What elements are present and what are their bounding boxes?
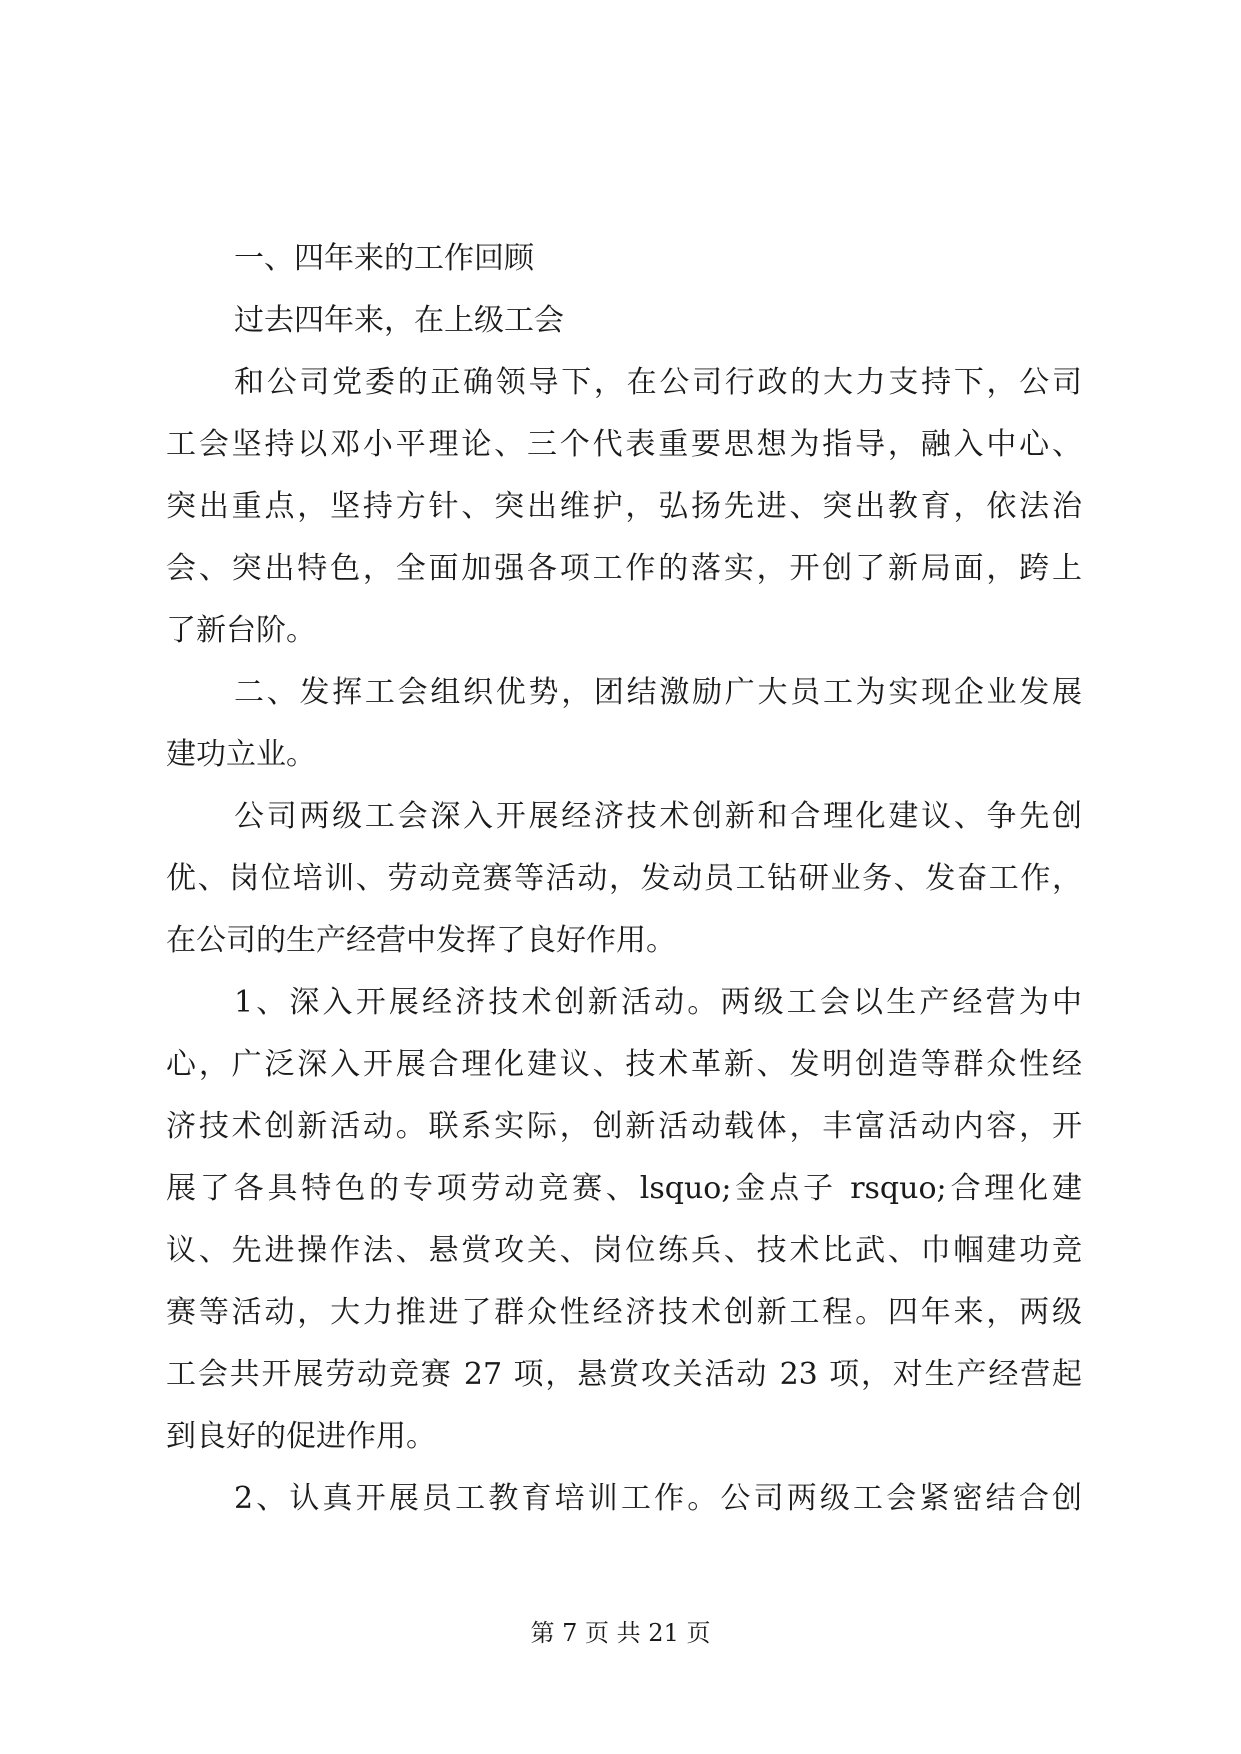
text-line: 2、认真开展员工教育培训工作。公司两级工会紧密结合创 — [234, 1481, 1082, 1516]
document-body — [166, 228, 1082, 1530]
text-line: 心，广泛深入开展合理化建议、技术革新、发明创造等群众性经 — [166, 1047, 1082, 1082]
page-footer: 第 7 页 共 21 页 — [530, 1619, 711, 1647]
text-line: 二、发挥工会组织优势，团结激励广大员工为实现企业发展 — [234, 675, 1082, 710]
text-line: 到良好的促进作用。 — [166, 1419, 436, 1454]
text-line: 建功立业。 — [166, 737, 316, 772]
text-line: 展了各具特色的专项劳动竞赛、lsquo;金点子 rsquo;合理化建 — [166, 1171, 1082, 1206]
text-line: 会、突出特色，全面加强各项工作的落实，开创了新局面，跨上 — [166, 551, 1082, 586]
text-line: 工会共开展劳动竞赛 27 项，悬赏攻关活动 23 项，对生产经营起 — [166, 1357, 1082, 1392]
text-line: 过去四年来，在上级工会 — [234, 303, 564, 338]
text-line: 赛等活动，大力推进了群众性经济技术创新工程。四年来，两级 — [166, 1295, 1082, 1330]
text-line: 1、深入开展经济技术创新活动。两级工会以生产经营为中 — [234, 985, 1082, 1020]
text-line: 了新台阶。 — [166, 613, 316, 648]
text-line: 优、岗位培训、劳动竞赛等活动，发动员工钻研业务、发奋工作， — [166, 861, 1082, 896]
text-line: 在公司的生产经营中发挥了良好作用。 — [166, 923, 676, 958]
text-line: 和公司党委的正确领导下，在公司行政的大力支持下，公司 — [234, 365, 1082, 400]
text-line: 工会坚持以邓小平理论、三个代表重要思想为指导，融入中心、 — [166, 427, 1082, 462]
text-line: 一、四年来的工作回顾 — [234, 241, 534, 276]
text-line: 公司两级工会深入开展经济技术创新和合理化建议、争先创 — [234, 799, 1082, 834]
text-line: 突出重点，坚持方针、突出维护，弘扬先进、突出教育，依法治 — [166, 489, 1082, 524]
text-line: 议、先进操作法、悬赏攻关、岗位练兵、技术比武、巾帼建功竞 — [166, 1233, 1082, 1268]
text-line: 济技术创新活动。联系实际，创新活动载体，丰富活动内容，开 — [166, 1109, 1082, 1144]
